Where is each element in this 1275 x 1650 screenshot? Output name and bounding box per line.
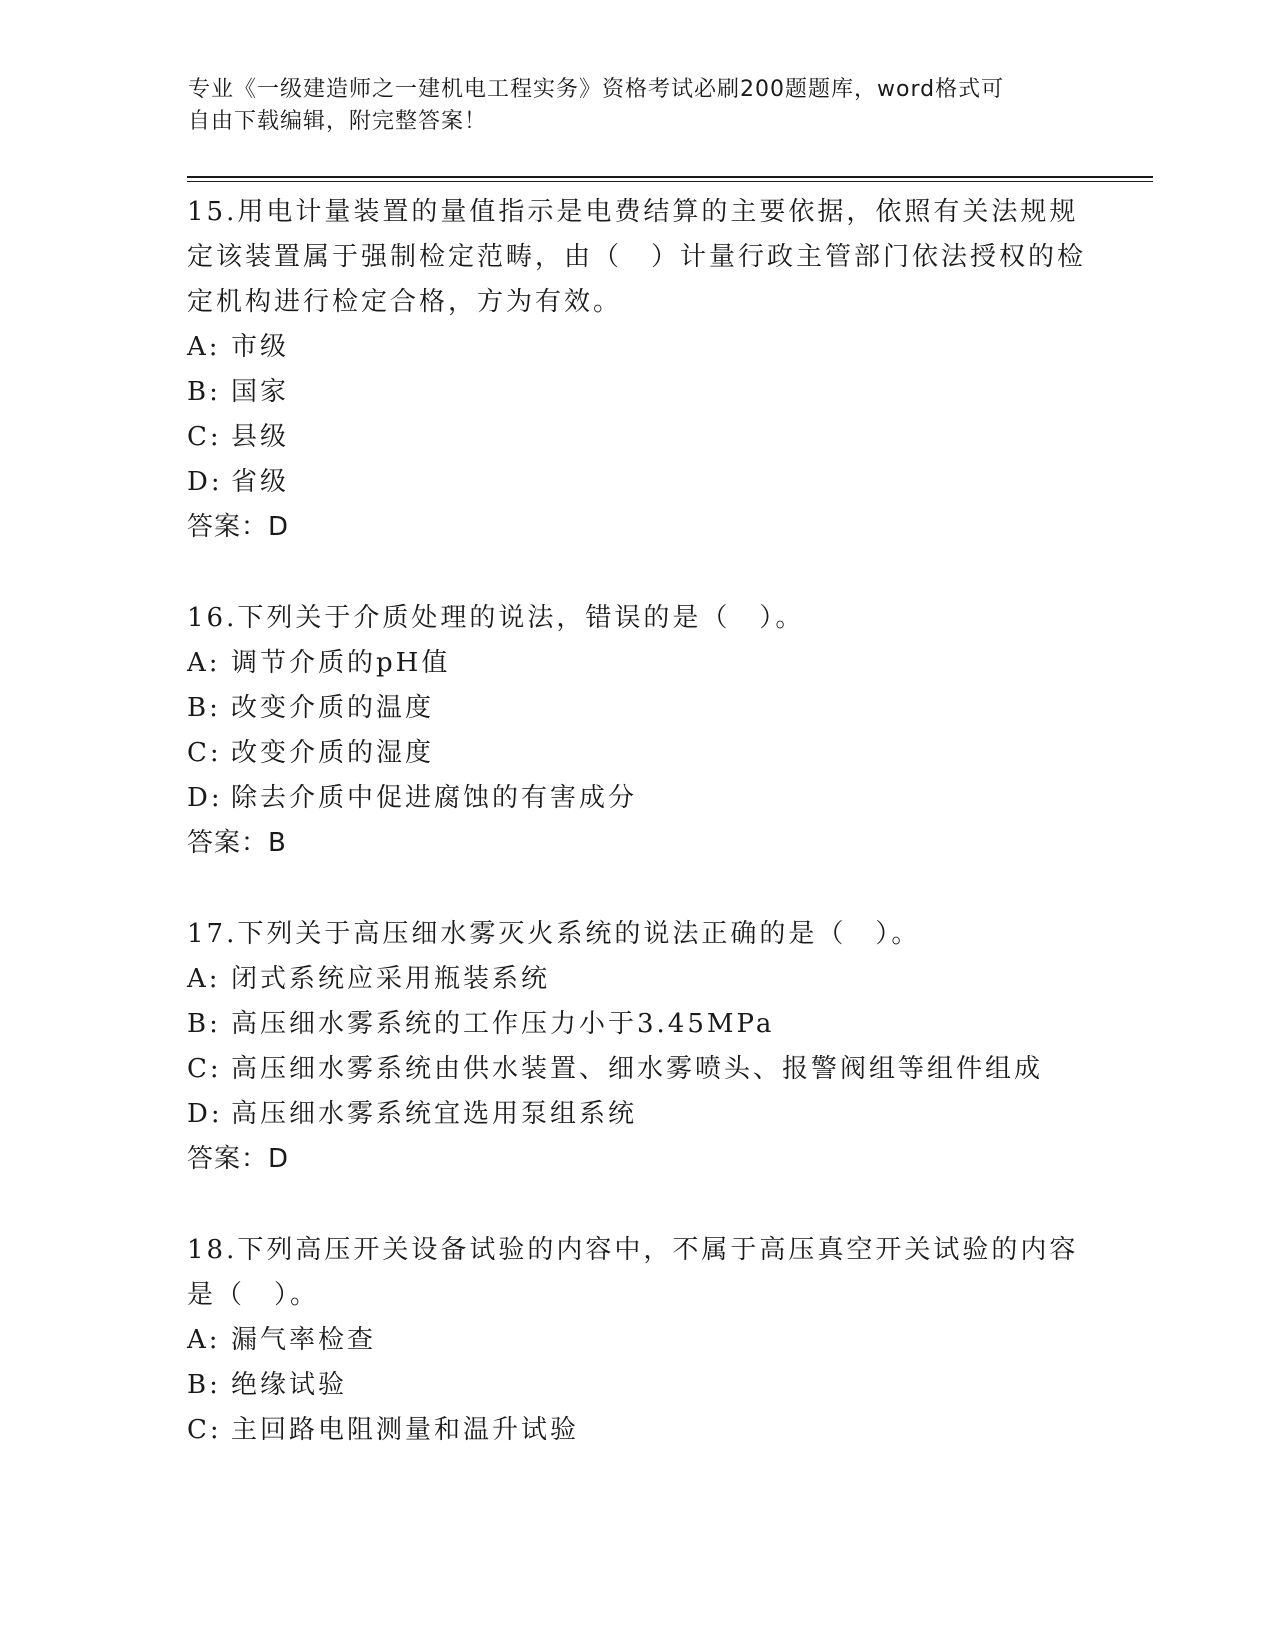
- header-line-2: 自由下载编辑，附完整答案！: [188, 109, 488, 134]
- option-text: 市级: [231, 332, 290, 362]
- option-text: 绝缘试验: [231, 1370, 348, 1400]
- option-a: [187, 957, 1087, 1002]
- option-b: [187, 1002, 1087, 1047]
- option-text: 高压细水雾系统由供水装置、细水雾喷头、报警阀组等组件组成: [231, 1054, 1044, 1084]
- option-label: C:: [187, 422, 222, 452]
- option-a: [187, 641, 1087, 686]
- option-label: A:: [187, 1325, 221, 1355]
- question-16: [187, 596, 1087, 866]
- option-label: B:: [187, 377, 221, 407]
- option-b: [187, 686, 1087, 731]
- header-divider-thin: [187, 181, 1153, 182]
- option-text: 省级: [231, 467, 290, 497]
- option-label: C:: [187, 738, 222, 768]
- option-c: [187, 415, 1087, 460]
- option-text: 主回路电阻测量和温升试验: [231, 1415, 580, 1445]
- option-a: [187, 325, 1087, 370]
- question-list: [187, 190, 1087, 1499]
- option-text: 改变介质的温度: [231, 693, 435, 723]
- option-c: [187, 731, 1087, 776]
- option-label: A:: [187, 964, 221, 994]
- option-label: D:: [187, 1099, 223, 1129]
- option-d: [187, 1092, 1087, 1137]
- answer-line: 答案：D: [187, 1144, 290, 1174]
- option-text: 闭式系统应采用瓶装系统: [231, 964, 551, 994]
- question-text: 16.下列关于介质处理的说法，错误的是（ ）。: [187, 603, 805, 633]
- answer-line: 答案：D: [187, 512, 290, 542]
- option-a: [187, 1318, 1087, 1363]
- question-text: 15.用电计量装置的量值指示是电费结算的主要依据，依照有关法规规定该装置属于强制检定范畴，由（ ）计量行政主管部门依法授权的检定机构进行检定合格，方为有效。: [187, 197, 1087, 317]
- header-divider-thick: [187, 176, 1153, 178]
- option-text: 调节介质的pH值: [231, 648, 451, 678]
- option-text: 国家: [231, 377, 290, 407]
- option-label: A:: [187, 648, 221, 678]
- question-18: [187, 1228, 1087, 1453]
- option-text: 县级: [231, 422, 290, 452]
- document-header: [188, 74, 1068, 138]
- option-c: [187, 1047, 1087, 1092]
- option-label: B:: [187, 1370, 221, 1400]
- option-b: [187, 1363, 1087, 1408]
- option-label: A:: [187, 332, 221, 362]
- option-text: 改变介质的湿度: [231, 738, 435, 768]
- option-text: 漏气率检查: [231, 1325, 377, 1355]
- option-text: 除去介质中促进腐蚀的有害成分: [231, 783, 638, 813]
- option-d: [187, 776, 1087, 821]
- option-text: 高压细水雾系统宜选用泵组系统: [231, 1099, 638, 1129]
- option-b: [187, 370, 1087, 415]
- option-label: D:: [187, 467, 223, 497]
- option-c: [187, 1408, 1087, 1453]
- option-label: C:: [187, 1054, 222, 1084]
- question-15: [187, 190, 1087, 550]
- option-label: B:: [187, 693, 221, 723]
- answer-line: 答案：B: [187, 828, 287, 858]
- option-label: C:: [187, 1415, 222, 1445]
- option-d: [187, 460, 1087, 505]
- question-text: 17.下列关于高压细水雾灭火系统的说法正确的是（ ）。: [187, 919, 921, 949]
- question-17: [187, 912, 1087, 1182]
- option-text: 高压细水雾系统的工作压力小于3.45MPa: [231, 1009, 775, 1039]
- question-text: 18.下列高压开关设备试验的内容中，不属于高压真空开关试验的内容是（ ）。: [187, 1235, 1079, 1310]
- header-line-1: 专业《一级建造师之一建机电工程实务》资格考试必刷200题题库，word格式可: [188, 77, 1005, 102]
- option-label: B:: [187, 1009, 221, 1039]
- option-label: D:: [187, 783, 223, 813]
